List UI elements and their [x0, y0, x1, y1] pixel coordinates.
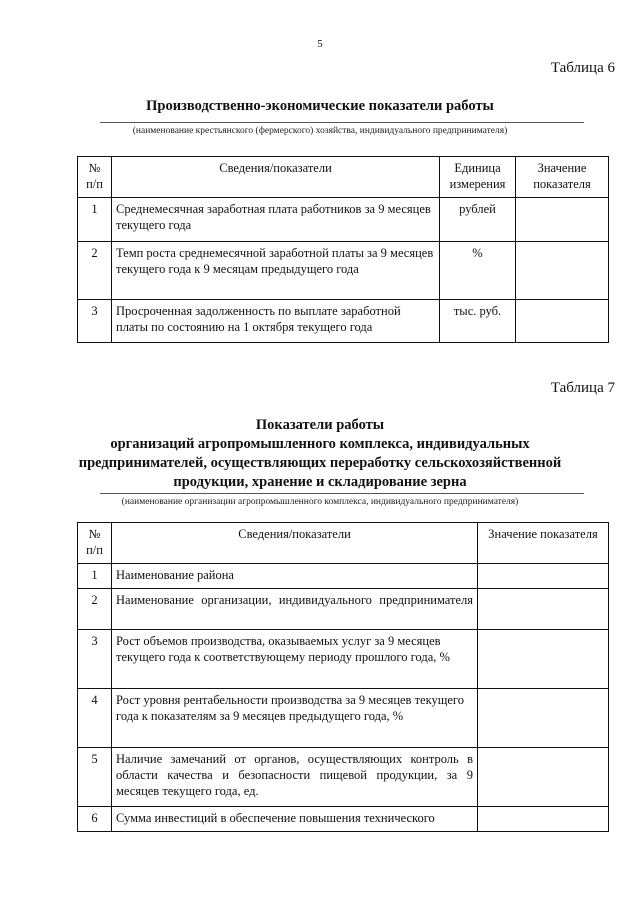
row-number: 2: [78, 242, 112, 300]
table6: [77, 156, 609, 343]
row-number: 2: [78, 589, 112, 630]
row-unit: рублей: [440, 198, 516, 242]
table6-header-row: [78, 157, 609, 198]
page-number: 5: [317, 38, 323, 50]
table7-title: [60, 416, 580, 492]
table6-name-line: [100, 122, 584, 123]
row-number: 4: [78, 689, 112, 748]
table7-note: (наименование организации агропромышленного комплекса, индивидуального предпринимателя): [121, 497, 519, 507]
row-number: 6: [78, 807, 112, 832]
table-row: [78, 564, 609, 589]
table7: [77, 522, 609, 832]
row-unit: тыс. руб.: [440, 300, 516, 343]
row-text: Просроченная задолженность по выплате заработной платы по состоянию на 1 октября текущего года: [112, 300, 440, 343]
row-value-cell[interactable]: [478, 748, 609, 807]
table-row: [78, 630, 609, 689]
table7-header-info: Сведения/показатели: [112, 523, 478, 564]
row-value-cell[interactable]: [516, 198, 609, 242]
row-value-cell[interactable]: [478, 630, 609, 689]
row-text: Темп роста среднемесячной заработной платы за 9 месяцев текущего года к 9 месяцам предыдущего года: [112, 242, 440, 300]
table-row: [78, 242, 609, 300]
table7-title-line: продукции, хранение и складирование зерна: [173, 474, 467, 490]
table6-header-info: Сведения/показатели: [112, 157, 440, 198]
table7-label: Таблица 7: [550, 380, 615, 396]
row-number: 1: [78, 564, 112, 589]
table-row: [78, 748, 609, 807]
row-value-cell[interactable]: [478, 689, 609, 748]
table6-header-unit: Единица измерения: [440, 157, 516, 198]
table-row: [78, 300, 609, 343]
row-value-cell[interactable]: [478, 589, 609, 630]
table7-header-num: № п/п: [78, 523, 112, 564]
row-value-cell[interactable]: [478, 564, 609, 589]
row-text: Наименование организации, индивидуального предпринимателя: [112, 589, 478, 630]
table-row: [78, 198, 609, 242]
row-value-cell[interactable]: [516, 300, 609, 343]
table7-name-line: [100, 493, 584, 494]
row-text: Сумма инвестиций в обеспечение повышения технического: [112, 807, 478, 832]
table6-label: Таблица 6: [550, 60, 615, 76]
table6-note: (наименование крестьянского (фермерского) хозяйства, индивидуального предпринимателя): [132, 126, 508, 136]
row-text: Рост объемов производства, оказываемых услуг за 9 месяцев текущего года к соответствующему периоду прошлого года, %: [112, 630, 478, 689]
row-text: Наличие замечаний от органов, осуществляющих контроль в области качества и безопасности пищевой продукции, за 9 месяцев текущего года, ед.: [112, 748, 478, 807]
row-text: Наименование района: [112, 564, 478, 589]
row-number: 5: [78, 748, 112, 807]
table6-header-value: Значение показателя: [516, 157, 609, 198]
table7-header-value: Значение показателя: [478, 523, 609, 564]
row-number: 3: [78, 300, 112, 343]
table7-title-line: Показатели работы: [255, 417, 385, 433]
row-number: 1: [78, 198, 112, 242]
table7-title-line: предпринимателей, осуществляющих переработку сельскохозяйственной: [78, 455, 562, 471]
table7-header-row: [78, 523, 609, 564]
row-value-cell[interactable]: [516, 242, 609, 300]
table6-header-num: № п/п: [78, 157, 112, 198]
row-number: 3: [78, 630, 112, 689]
table-row: [78, 689, 609, 748]
table6-title: Производственно-экономические показатели работы: [146, 98, 494, 114]
row-text: Рост уровня рентабельности производства за 9 месяцев текущего года к показателям за 9 месяцев предыдущего года, %: [112, 689, 478, 748]
row-text: Среднемесячная заработная плата работников за 9 месяцев текущего года: [112, 198, 440, 242]
row-value-cell[interactable]: [478, 807, 609, 832]
table-row: [78, 589, 609, 630]
table-row: [78, 807, 609, 832]
row-unit: %: [440, 242, 516, 300]
table7-title-line: организаций агропромышленного комплекса, индивидуальных: [110, 436, 530, 452]
